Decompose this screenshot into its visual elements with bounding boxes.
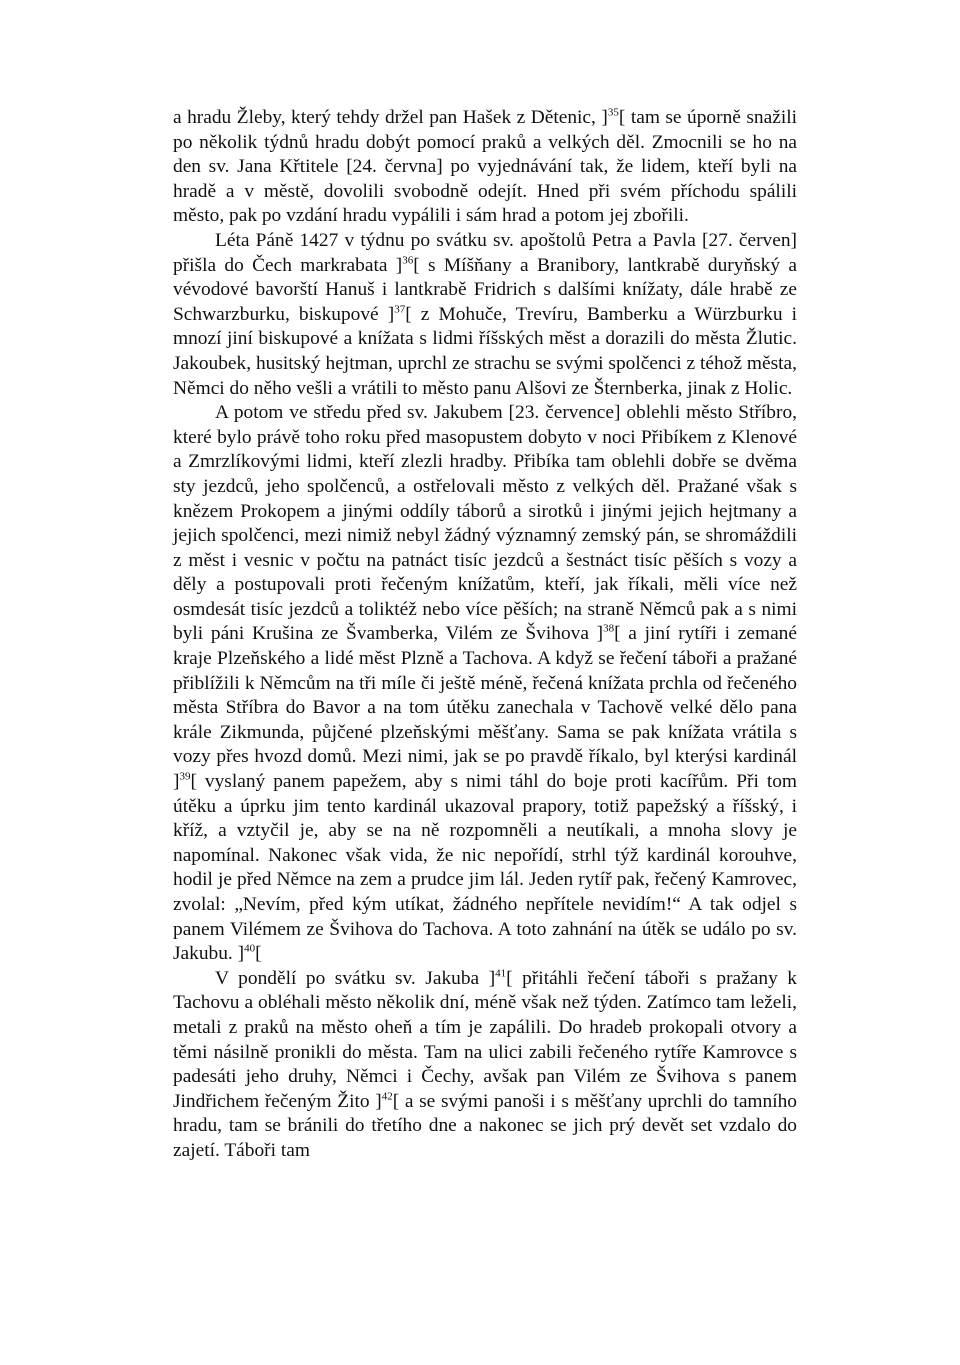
text-run: V pondělí po svátku sv. Jakuba: [215, 967, 489, 989]
footnote-number: 42: [381, 1090, 393, 1103]
text-run: Léta Páně 1427 v týdnu po svátku sv. apoštolů Petra a Pavla [27. červen] přišla do Čech markrabata: [173, 229, 797, 276]
footnote-marker: ]$^{39}$[: [173, 770, 197, 793]
footnote-marker: ]$^{35}$[: [601, 106, 626, 128]
footnote-marker: ]$^{40}$[: [237, 942, 262, 965]
paragraph: [173, 229, 797, 401]
text-run: přitáhli řečení tábořі s pražany k Tachovu a obléhali město několik dní, méně však než týden. Zatímco tam leželi, metali z praků na město oheň a tím je zapálili. Do hradeb prokopali otvory a těmi násilně pronikli do města. Tam na ulici zabili řečeného rytíře Kamrovce s padesáti jeho druhy, Němci i Čechy, avšak pan Vilém ze Švihova s panem Jindřichem řečeným Žito: [173, 967, 797, 1112]
footnote-number: 38: [603, 623, 615, 635]
document-page: [173, 106, 797, 1164]
text-run: s Míšňany a Branibory, lantkrabě duryňský a vévodové bavorští Hanuš i lantkrabě Fridrich s dalšími knížaty, dále hrabě ze Schwarzburku, biskupové: [173, 254, 797, 325]
footnote-number: 35: [607, 106, 619, 119]
text-run: a hradu Žleby, který tehdy držel pan Hašek z Dětenic,: [173, 107, 602, 128]
footnote-marker: ]$^{42}$[: [375, 1090, 400, 1112]
footnote-marker: ]$^{38}$[: [596, 623, 621, 645]
footnote-number: 39: [179, 770, 191, 783]
text-run: tam se úporně snažili po několik týdnů hradu dobýt pomocí praků a velkých děl. Zmocnili se ho na den sv. Jana Křtitele [24. června] po vyjednávání tak, že lidem, kteří byli na hradě a v městě, dovolili svobodně odejít. Hned při svém příchodu spálili město, pak po vzdání hradu vypálili i sám hrad a potom jej zbořili.: [173, 107, 797, 227]
footnote-number: 41: [495, 967, 507, 980]
footnote-number: 40: [244, 942, 256, 955]
paragraph: [173, 401, 797, 967]
footnote-marker: ]$^{36}$[: [395, 254, 420, 276]
text-run: vyslaný panem papežem, aby s nimi táhl do boje proti kacířům. Při tom útěku a úprku jim tento kardinál ukazoval prapory, totiž papežský a říšský, i kříž, a vztyčil je, aby se na ně rozpomněli a neutíkali, a mnoha slovy je napomínal. Nakonec však vida, že nic nepořídí, strhl týž kardinál korouhve, hodil je před Němce na zem a prudce jim lál. Jeden rytíř pak, řečený Kamrovec, zvolal: „Nevím, před kým utíkat, žádného nepřítele nevidím!“ A tak odjel s panem Vilémem ze Švihova do Tachova. A toto zahnání na útěk se událo po sv. Jakubu.: [173, 771, 797, 965]
text-run: a jiní rytíři i zemané kraje Plzeňského a lidé měst Plzně a Tachova. A když se řečení tábořі a pražané přiblížili k Němcům na tři míle či ještě méně, řečená knížata prchla od řečeného města Stříbra do Bavor a na tom útěku zanechala v Tachově velké dělo pana krále Zikmunda, půjčené plzeňskými měšťany. Sama se pak knížata vrátila s vozy přes hvozd domů. Mezi nimi, jak se po pravdě říkalo, byl kterýsi kardinál: [173, 623, 797, 768]
footnote-marker: ]$^{41}$[: [488, 967, 513, 989]
text-run: z Mohuče, Trevíru, Bamberku a Würzburku i mnozí jiní biskupové a knížata s lidmi říšských měst a dorazili do města Žlutic. Jakoubek, husitský hejtman, uprchl ze strachu se svými spolčenci z téhož města, Němci do něho vešli a vrátili to město panu Alšovi ze Šternberka, jinak z Holic.: [173, 303, 797, 399]
footnote-number: 36: [402, 254, 414, 267]
paragraph: [173, 106, 797, 229]
footnote-number: 37: [394, 303, 406, 316]
footnote-marker: ]$^{37}$[: [387, 303, 412, 325]
text-run: a se svými panoši i s měšťany uprchli do tamního hradu, tam se bránili do třetího dne a nakonec se jich prý devět set vzdalo do zajetí. Tábořі tam: [173, 1090, 797, 1161]
text-run: A potom ve středu před sv. Jakubem [23. července] oblehli město Stříbro, které bylo právě toho roku před masopustem dobyto v noci Přibíkem z Klenové a Zmrzlíkovými lidmi, kteří zlezli hradby. Přibíka tam oblehli dobře se dvěma sty jezdců, jeho spolčenců, a ostřelovali město z velkých děl. Pražané však s knězem Prokopem a jinými oddíly táborů a sirotků i jinými jejich hejtmany a jejich spolčenci, mezi nimiž nebyl žádný významný zemský pán, se shromáždili z měst i vesnic v počtu na patnáct tisíc jezdců a šestnáct tisíc pěších s vozy a děly a postupovali proti řečeným knížatům, kteří, jak říkali, měli více než osmdesát tisíc jezdců a toliktéž nebo více pěších; na straně Němců pak a s nimi byli páni Krušina ze Švamberka, Vilém ze Švihova: [173, 402, 797, 645]
paragraph: [173, 967, 797, 1164]
